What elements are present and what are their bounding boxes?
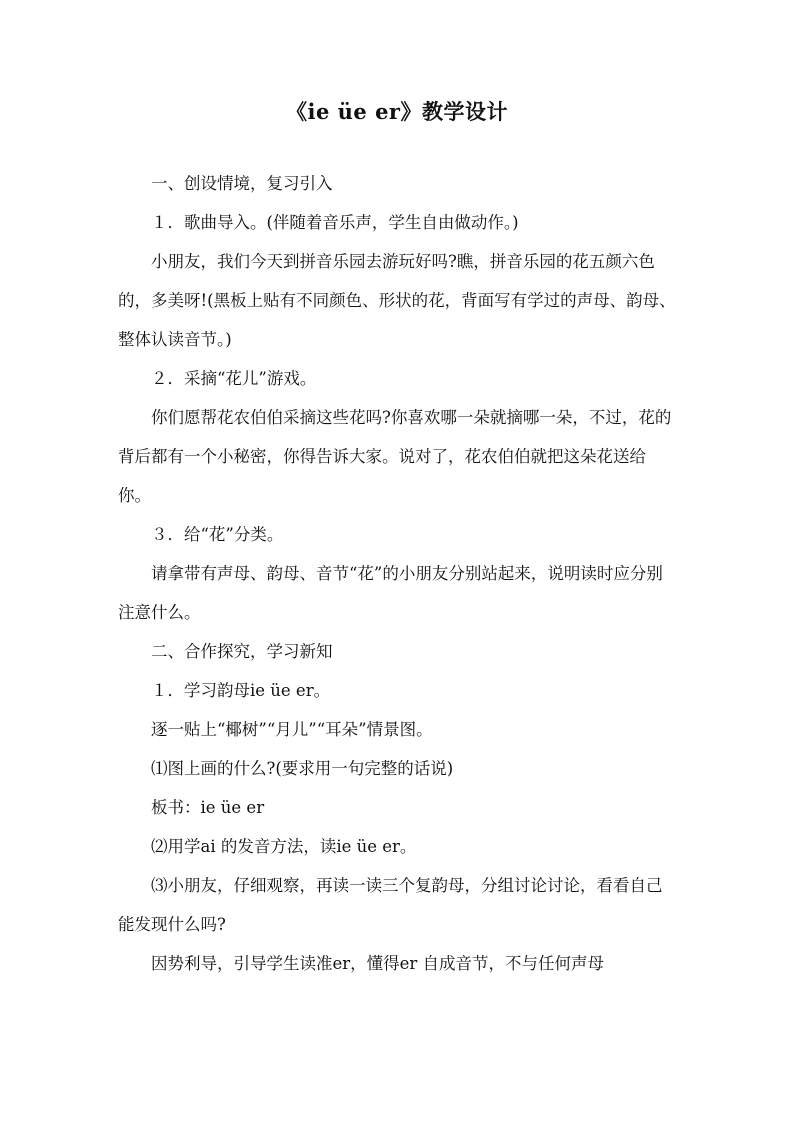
paragraph: ⑵用学ai 的发音方法，读ie üe er。	[151, 837, 417, 856]
document-body	[118, 164, 678, 983]
paragraph: 板书：ie üe er	[151, 798, 265, 817]
paragraph: ２．采摘“花儿”游戏。	[151, 369, 317, 388]
paragraph: 请拿带有声母、韵母、音节“花”的小朋友分别站起来，说明读时应分别注意什么。	[118, 564, 663, 622]
section-heading-2: 二、合作探究，学习新知	[151, 642, 333, 661]
paragraph: 小朋友，我们今天到拼音乐园去游玩好吗?瞧，拼音乐园的花五颜六色的，多美呀!(黑板上贴有不同颜色、形状的花，背面写有学过的声母、韵母、整体认读音节。)	[118, 252, 676, 349]
paragraph: 因势利导，引导学生读准er，懂得er 自成音节，不与任何声母	[151, 954, 605, 973]
section-heading-1: 一、创设情境，复习引入	[151, 174, 333, 193]
paragraph: 逐一贴上“椰树”“月儿”“耳朵”情景图。	[151, 720, 433, 739]
document-title: 《ie üe er》教学设计	[285, 99, 508, 124]
paragraph: 你们愿帮花农伯伯采摘这些花吗?你喜欢哪一朵就摘哪一朵，不过，花的背后都有一个小秘密，你得告诉大家。说对了，花农伯伯就把这朵花送给你。	[118, 408, 672, 505]
paragraph: １．歌曲导入。(伴随着音乐声，学生自由做动作。)	[151, 213, 519, 232]
paragraph: １．学习韵母ie üe er。	[151, 681, 331, 700]
paragraph: ⑶小朋友，仔细观察，再读一读三个复韵母，分组讨论讨论，看看自己能发现什么吗?	[118, 876, 663, 934]
paragraph: ⑴图上画的什么?(要求用一句完整的话说)	[151, 759, 454, 778]
paragraph: ３．给“花”分类。	[151, 525, 284, 544]
